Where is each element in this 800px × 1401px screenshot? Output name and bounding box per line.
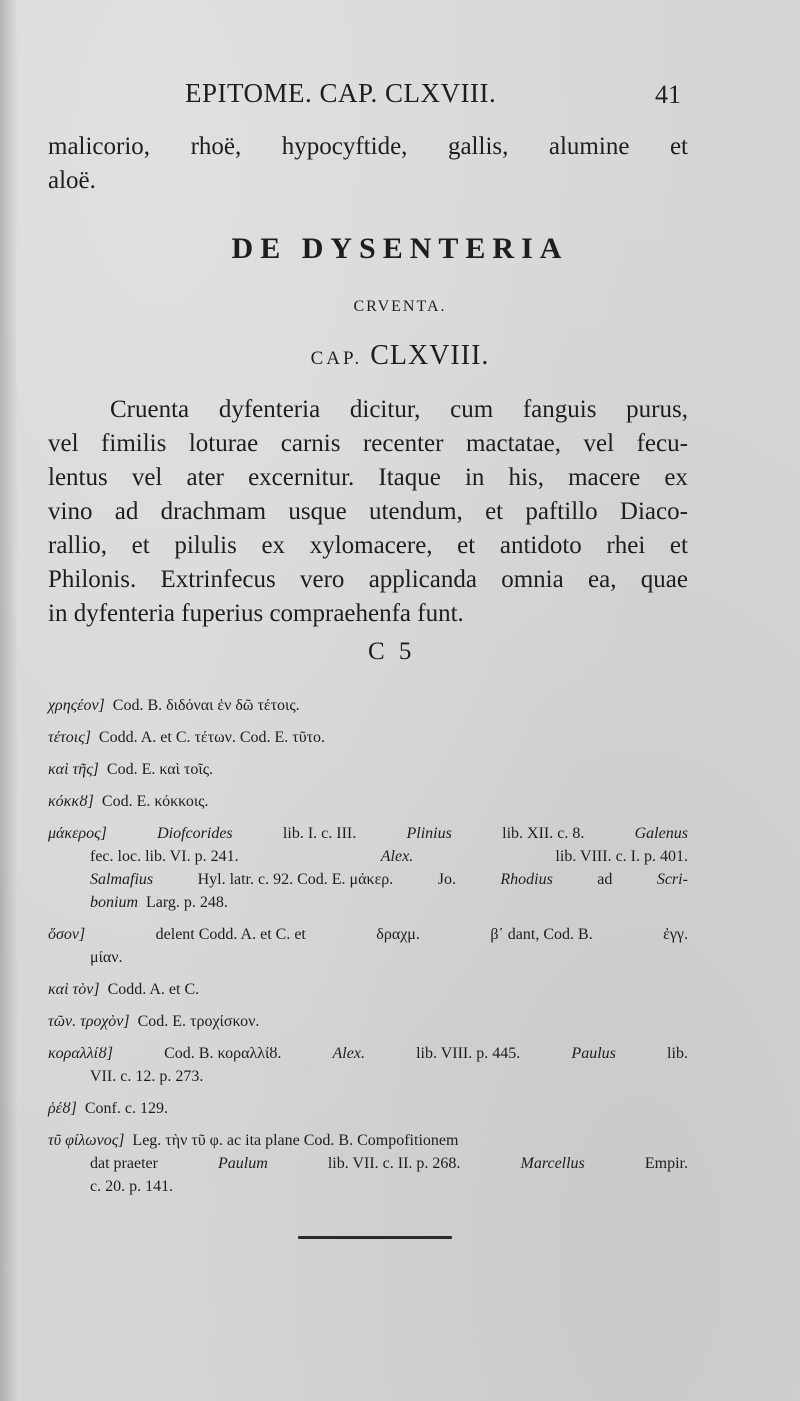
word: vel <box>131 464 163 491</box>
footnote-text: lib. I. c. III. <box>282 825 357 842</box>
carry-over-line-2: aloë. <box>48 167 96 194</box>
word: cum <box>450 396 494 423</box>
author-name: Plinius <box>406 825 452 842</box>
footnote-text: lib. XII. c. 8. <box>502 825 585 842</box>
word: Cruenta <box>110 396 190 423</box>
footnote-lemma: ῥέȣ] <box>48 1100 77 1117</box>
chapter-prefix: CAP. <box>310 348 363 369</box>
word: quae <box>640 566 688 593</box>
footnote-lemma: ὅσον] <box>48 926 86 943</box>
word: malicorio, <box>48 133 151 160</box>
body-line <box>48 529 688 563</box>
word: fimilis <box>101 430 167 457</box>
footnote-text: dat praeter <box>90 1155 158 1172</box>
word: recenter <box>362 430 444 457</box>
word: loturae <box>188 430 259 457</box>
word: Diaco- <box>619 498 688 525</box>
footnote <box>48 923 688 969</box>
footnote-line <box>48 1152 688 1175</box>
footnote-line <box>48 845 688 868</box>
footnote <box>48 1129 688 1198</box>
page-gutter-shadow <box>0 0 18 1401</box>
word: rhei <box>606 532 646 559</box>
author-name: Diofcorides <box>157 825 233 842</box>
footnote-lemma: μάκερος] <box>48 825 107 842</box>
footnote-line <box>48 758 688 781</box>
footnote-text: Hyl. latr. c. 92. Cod. E. μάκερ. <box>197 871 394 888</box>
footnote-text: δραχμ. <box>376 926 420 943</box>
body-line <box>48 563 688 597</box>
footnote-text: Empir. <box>644 1155 688 1172</box>
chapter-number <box>0 340 800 372</box>
footnote-text: Cod. E. τροχίσκον. <box>137 1013 260 1030</box>
body-line <box>48 461 688 495</box>
chapter-heading: DE DYSENTERIA <box>231 232 569 265</box>
footnotes <box>48 694 688 1207</box>
footnote-text: lib. VII. c. II. p. 268. <box>327 1155 461 1172</box>
chapter-roman-numeral: CLXVIII. <box>370 340 490 371</box>
word: dyfenteria <box>218 396 321 423</box>
footnote-text: Jo. <box>437 871 456 888</box>
footnote-lemma: τέτοις] <box>48 729 91 746</box>
word: utendum, <box>369 498 463 525</box>
body-line <box>48 495 688 529</box>
footnote-text: lib. VIII. p. 445. <box>416 1045 521 1062</box>
carry-over-text <box>48 130 688 198</box>
word: vel <box>48 430 79 457</box>
word: xylomacere, <box>309 532 433 559</box>
author-name: Alex. <box>380 848 414 865</box>
word: ad <box>114 498 139 525</box>
footnote-text: fec. loc. lib. VI. p. 241. <box>90 848 239 865</box>
word: ex <box>664 464 688 491</box>
footnote <box>48 978 688 1001</box>
word: ater <box>186 464 224 491</box>
footnote-text: Cod. E. κόκκοις. <box>101 793 209 810</box>
word: macere <box>568 464 641 491</box>
footnote <box>48 822 688 914</box>
footnote <box>48 726 688 749</box>
footnote <box>48 1097 688 1120</box>
footnote-text: Codd. A. et C. τέτων. Cod. E. τῦτο. <box>98 729 326 746</box>
word: omnia <box>501 566 564 593</box>
word: rhoë, <box>190 133 242 160</box>
footnote <box>48 694 688 717</box>
author-name: Alex. <box>332 1045 365 1062</box>
word: vino <box>48 498 93 525</box>
author-name: Paulum <box>218 1155 268 1172</box>
footnote-line <box>48 790 688 813</box>
word: vel <box>583 430 615 457</box>
footnote-text: lib. <box>667 1045 688 1062</box>
body-line <box>48 393 688 427</box>
footnote-text: μίαν. <box>90 949 123 966</box>
word: in <box>464 464 485 491</box>
word: his, <box>508 464 544 491</box>
footnote-lemma: χρηςέον] <box>48 697 105 714</box>
word: hypocyftide, <box>281 133 408 160</box>
footnote-line <box>48 726 688 749</box>
word: gallis, <box>447 133 509 160</box>
word: Philonis. <box>48 566 137 593</box>
footnote-line <box>48 923 688 946</box>
word: in dyfenteria fuperius compraehenfa funt. <box>48 600 464 627</box>
word: vero <box>300 566 345 593</box>
footnote-text: VII. c. 12. p. 273. <box>90 1068 204 1085</box>
footnote-lemma: τῦ φίλωνος] <box>48 1132 125 1149</box>
footnote-lemma: καὶ τὸν] <box>48 981 100 998</box>
word: usque <box>288 498 347 525</box>
word: Itaque <box>378 464 441 491</box>
footnote <box>48 1010 688 1033</box>
author-name: Rhodius <box>500 871 553 888</box>
body-paragraph <box>48 393 688 631</box>
footnote-line <box>48 1175 688 1198</box>
word: ea, <box>588 566 617 593</box>
footnote-line <box>48 1129 688 1152</box>
author-name: Paulus <box>571 1045 616 1062</box>
footnote-text: Conf. c. 129. <box>84 1100 168 1117</box>
word: antidoto <box>499 532 582 559</box>
footnote-text: ad <box>597 871 613 888</box>
footnote-line <box>48 891 688 914</box>
footnote-line <box>48 868 688 891</box>
word: alumine <box>548 133 630 160</box>
word: et <box>485 498 504 525</box>
word: Extrinfecus <box>160 566 276 593</box>
word: pilulis <box>174 532 237 559</box>
footnote-lemma: καὶ τῆς] <box>48 761 99 778</box>
word: lentus <box>48 464 108 491</box>
signature-mark: C 5 <box>368 638 416 665</box>
footnote-text: Cod. E. καὶ τοῖς. <box>106 761 214 778</box>
footnote-line <box>48 694 688 717</box>
footnote-lemma: κοραλλίȣ] <box>48 1045 113 1062</box>
footnote <box>48 758 688 781</box>
footnote-line <box>48 822 688 845</box>
word: purus, <box>626 396 688 423</box>
footnote-text: β΄ dant, Cod. B. <box>490 926 593 943</box>
word: rallio, <box>48 532 108 559</box>
word: excernitur. <box>248 464 355 491</box>
footnote-lemma: κόκκȣ] <box>48 793 94 810</box>
word: ex <box>261 532 286 559</box>
footnote-line <box>48 1042 688 1065</box>
footnote-line <box>48 1010 688 1033</box>
word: et <box>669 133 688 160</box>
body-line <box>48 597 688 631</box>
footnote-lemma: τῶν. τροχὸν] <box>48 1013 130 1030</box>
footnote-text: delent Codd. A. et C. et <box>155 926 306 943</box>
author-name: Marcellus <box>520 1155 585 1172</box>
word: mactatae, <box>465 430 562 457</box>
footnote-text: Cod. B. κοραλλίȣ. <box>164 1045 282 1062</box>
footnote-text: Codd. A. et C. <box>107 981 200 998</box>
word: carnis <box>280 430 341 457</box>
author-name: Salmafius <box>90 871 154 888</box>
author-name: bonium <box>90 894 138 911</box>
footnote-line <box>48 1097 688 1120</box>
word: paftillo <box>525 498 598 525</box>
carry-over-line-1 <box>48 130 688 164</box>
running-head: EPITOME. CAP. CLXVIII. <box>185 78 497 108</box>
footnote-line <box>48 978 688 1001</box>
word: dicitur, <box>349 396 421 423</box>
footnote-text: Cod. B. διδόναι ἐν δῶ τέτοις. <box>112 697 300 714</box>
footnote-line <box>48 946 688 969</box>
author-name: Scri- <box>656 871 688 888</box>
word: et <box>457 532 476 559</box>
footnote-text: lib. VIII. c. I. p. 401. <box>555 848 688 865</box>
author-name: Galenus <box>634 825 688 842</box>
footnote-text: ἐγγ. <box>663 926 688 943</box>
chapter-subheading: CRVENTA. <box>353 298 447 315</box>
closing-rule <box>298 1236 452 1239</box>
word: fanguis <box>522 396 597 423</box>
footnote-line <box>48 1065 688 1088</box>
footnote <box>48 790 688 813</box>
word: applicanda <box>368 566 477 593</box>
word: drachmam <box>160 498 267 525</box>
page-number: 41 <box>655 80 681 109</box>
word: et <box>669 532 688 559</box>
footnote-text: c. 20. p. 141. <box>90 1178 174 1195</box>
word: et <box>131 532 150 559</box>
word: fecu- <box>636 430 688 457</box>
body-line <box>48 427 688 461</box>
footnote <box>48 1042 688 1088</box>
footnote-text: Larg. p. 248. <box>146 894 228 911</box>
footnote-text: Leg. τὴν τῦ φ. ac ita plane Cod. B. Compofitionem <box>132 1132 459 1149</box>
